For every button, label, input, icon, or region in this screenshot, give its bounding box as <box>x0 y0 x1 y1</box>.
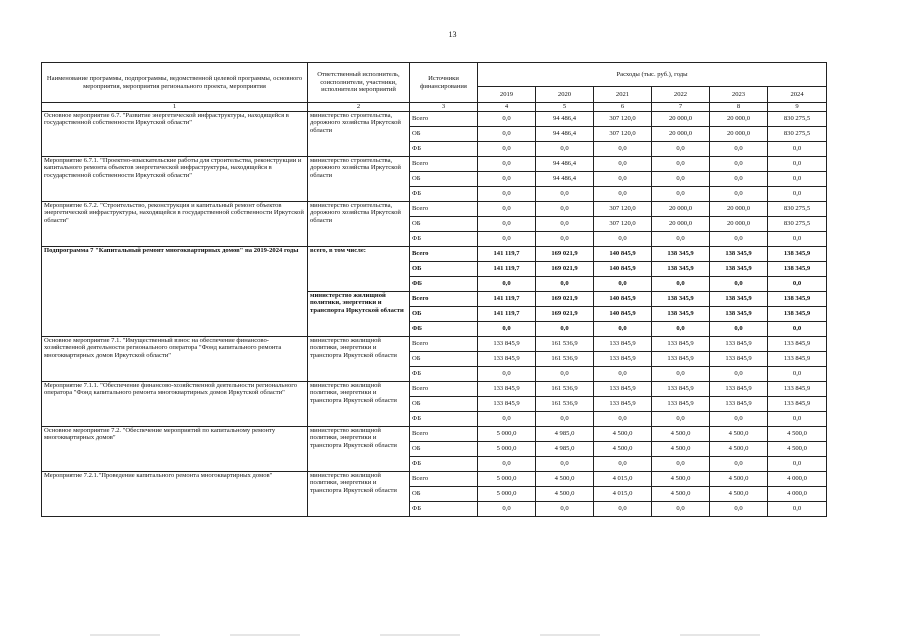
amount-cell: 138 345,9 <box>710 307 768 322</box>
amount-cell: 133 845,9 <box>594 397 652 412</box>
funding-source-cell: ФБ <box>410 457 478 472</box>
column-index: 3 <box>410 103 478 112</box>
amount-cell: 0,0 <box>768 502 827 517</box>
amount-cell: 4 985,0 <box>536 427 594 442</box>
amount-cell: 830 275,5 <box>768 217 827 232</box>
amount-cell: 169 021,9 <box>536 292 594 307</box>
amount-cell: 0,0 <box>768 322 827 337</box>
amount-cell: 830 275,5 <box>768 112 827 127</box>
header-executor-column: Ответственный исполнитель, соисполнители, участники, исполнители мероприятий <box>308 63 410 103</box>
table-row <box>42 337 827 352</box>
funding-source-cell: ОБ <box>410 352 478 367</box>
header-expenses: Расходы (тыс. руб.), годы <box>478 63 827 87</box>
amount-cell: 4 500,0 <box>536 472 594 487</box>
amount-cell: 94 486,4 <box>536 127 594 142</box>
amount-cell: 0,0 <box>652 502 710 517</box>
page-number: 13 <box>448 30 457 39</box>
amount-cell: 4 500,0 <box>710 472 768 487</box>
amount-cell: 0,0 <box>478 232 536 247</box>
amount-cell: 5 000,0 <box>478 487 536 502</box>
funding-source-cell: ФБ <box>410 142 478 157</box>
amount-cell: 140 845,9 <box>594 307 652 322</box>
amount-cell: 138 345,9 <box>652 292 710 307</box>
amount-cell: 0,0 <box>652 322 710 337</box>
amount-cell: 0,0 <box>710 502 768 517</box>
amount-cell: 4 015,0 <box>594 472 652 487</box>
amount-cell: 133 845,9 <box>594 382 652 397</box>
funding-source-cell: ФБ <box>410 232 478 247</box>
column-index: 8 <box>710 103 768 112</box>
amount-cell: 4 985,0 <box>536 442 594 457</box>
amount-cell: 161 536,9 <box>536 352 594 367</box>
amount-cell: 830 275,5 <box>768 202 827 217</box>
amount-cell: 133 845,9 <box>652 352 710 367</box>
header-year: 2020 <box>536 87 594 103</box>
amount-cell: 5 000,0 <box>478 442 536 457</box>
amount-cell: 4 500,0 <box>710 442 768 457</box>
amount-cell: 307 120,0 <box>594 217 652 232</box>
item-name-cell: Мероприятие 7.2.1."Проведение капитального ремонта многоквартирных домов" <box>42 472 308 517</box>
amount-cell: 0,0 <box>768 367 827 382</box>
funding-source-cell: ОБ <box>410 487 478 502</box>
amount-cell: 0,0 <box>710 412 768 427</box>
amount-cell: 0,0 <box>594 322 652 337</box>
amount-cell: 20 000,0 <box>710 217 768 232</box>
amount-cell: 0,0 <box>478 172 536 187</box>
amount-cell: 4 500,0 <box>652 472 710 487</box>
amount-cell: 133 845,9 <box>768 337 827 352</box>
amount-cell: 0,0 <box>536 277 594 292</box>
amount-cell: 133 845,9 <box>768 397 827 412</box>
amount-cell: 4 500,0 <box>594 442 652 457</box>
item-name-cell: Основное мероприятие 7.2. "Обеспечение мероприятий по капитальному ремонту многоквартирных домов" <box>42 427 308 472</box>
funding-source-cell: ОБ <box>410 262 478 277</box>
amount-cell: 0,0 <box>710 157 768 172</box>
column-index: 9 <box>768 103 827 112</box>
amount-cell: 94 486,4 <box>536 172 594 187</box>
amount-cell: 0,0 <box>478 322 536 337</box>
amount-cell: 161 536,9 <box>536 337 594 352</box>
amount-cell: 20 000,0 <box>652 127 710 142</box>
amount-cell: 141 119,7 <box>478 247 536 262</box>
amount-cell: 0,0 <box>768 157 827 172</box>
amount-cell: 138 345,9 <box>768 292 827 307</box>
amount-cell: 4 500,0 <box>536 487 594 502</box>
funding-source-cell: ФБ <box>410 502 478 517</box>
table-row <box>42 157 827 172</box>
executor-cell: всего, в том числе: <box>308 247 410 292</box>
amount-cell: 0,0 <box>710 142 768 157</box>
amount-cell: 0,0 <box>594 502 652 517</box>
amount-cell: 133 845,9 <box>478 352 536 367</box>
amount-cell: 0,0 <box>652 172 710 187</box>
amount-cell: 138 345,9 <box>710 292 768 307</box>
executor-cell: министерство строительства, дорожного хозяйства Иркутской области <box>308 202 410 247</box>
amount-cell: 0,0 <box>652 457 710 472</box>
funding-source-cell: ФБ <box>410 367 478 382</box>
amount-cell: 0,0 <box>594 157 652 172</box>
amount-cell: 0,0 <box>478 367 536 382</box>
amount-cell: 4 015,0 <box>594 487 652 502</box>
funding-source-cell: ФБ <box>410 187 478 202</box>
amount-cell: 133 845,9 <box>652 337 710 352</box>
scan-footer-marks <box>0 630 905 640</box>
amount-cell: 4 500,0 <box>652 487 710 502</box>
amount-cell: 140 845,9 <box>594 262 652 277</box>
amount-cell: 20 000,0 <box>710 202 768 217</box>
amount-cell: 133 845,9 <box>478 337 536 352</box>
amount-cell: 133 845,9 <box>710 397 768 412</box>
amount-cell: 0,0 <box>768 187 827 202</box>
amount-cell: 4 500,0 <box>594 427 652 442</box>
funding-source-cell: Всего <box>410 112 478 127</box>
funding-source-cell: ФБ <box>410 322 478 337</box>
funding-source-cell: Всего <box>410 472 478 487</box>
amount-cell: 0,0 <box>478 127 536 142</box>
funding-source-cell: Всего <box>410 337 478 352</box>
amount-cell: 0,0 <box>478 457 536 472</box>
amount-cell: 0,0 <box>652 412 710 427</box>
amount-cell: 4 500,0 <box>710 427 768 442</box>
column-index: 6 <box>594 103 652 112</box>
column-index: 7 <box>652 103 710 112</box>
amount-cell: 0,0 <box>652 187 710 202</box>
amount-cell: 4 500,0 <box>652 427 710 442</box>
amount-cell: 138 345,9 <box>768 307 827 322</box>
amount-cell: 20 000,0 <box>652 217 710 232</box>
amount-cell: 0,0 <box>768 457 827 472</box>
column-index: 5 <box>536 103 594 112</box>
funding-source-cell: ОБ <box>410 217 478 232</box>
amount-cell: 133 845,9 <box>710 382 768 397</box>
table-row <box>42 472 827 487</box>
column-index: 1 <box>42 103 308 112</box>
amount-cell: 0,0 <box>594 367 652 382</box>
amount-cell: 0,0 <box>536 457 594 472</box>
amount-cell: 0,0 <box>478 112 536 127</box>
amount-cell: 0,0 <box>536 142 594 157</box>
table-row <box>42 112 827 127</box>
amount-cell: 0,0 <box>652 232 710 247</box>
amount-cell: 20 000,0 <box>710 112 768 127</box>
amount-cell: 169 021,9 <box>536 262 594 277</box>
amount-cell: 138 345,9 <box>652 247 710 262</box>
item-name-cell: Мероприятие 6.7.1. "Проектно-изыскательские работы для строительства, реконструкции и капитального ремонта объектов энергетической инфраструктуры, находящейся в государственной собственности Иркутской области" <box>42 157 308 202</box>
amount-cell: 4 000,0 <box>768 487 827 502</box>
funding-source-cell: ОБ <box>410 307 478 322</box>
funding-source-cell: ОБ <box>410 127 478 142</box>
executor-cell: министерство жилищной политики, энергетики и транспорта Иркутской области <box>308 472 410 517</box>
amount-cell: 20 000,0 <box>652 112 710 127</box>
amount-cell: 138 345,9 <box>710 262 768 277</box>
amount-cell: 133 845,9 <box>768 352 827 367</box>
header-year: 2021 <box>594 87 652 103</box>
amount-cell: 138 345,9 <box>710 247 768 262</box>
amount-cell: 0,0 <box>710 367 768 382</box>
amount-cell: 307 120,0 <box>594 112 652 127</box>
funding-source-cell: Всего <box>410 157 478 172</box>
item-name-cell: Основное мероприятие 7.1. "Имущественный взнос на обеспечение финансово-хозяйственной деятельности регионального оператора "Фонд капитального ремонта многоквартирных домов Иркутской области" <box>42 337 308 382</box>
executor-cell: министерство жилищной политики, энергетики и транспорта Иркутской области <box>308 427 410 472</box>
table-row <box>42 247 827 262</box>
item-name-cell: Основное мероприятие 6.7. "Развитие энергетической инфраструктуры, находящейся в государственной собственности Иркутской области" <box>42 112 308 157</box>
amount-cell: 0,0 <box>768 142 827 157</box>
amount-cell: 20 000,0 <box>710 127 768 142</box>
funding-source-cell: ОБ <box>410 442 478 457</box>
funding-source-cell: Всего <box>410 247 478 262</box>
amount-cell: 20 000,0 <box>652 202 710 217</box>
amount-cell: 4 000,0 <box>768 472 827 487</box>
amount-cell: 0,0 <box>710 457 768 472</box>
amount-cell: 141 119,7 <box>478 292 536 307</box>
amount-cell: 0,0 <box>652 277 710 292</box>
amount-cell: 140 845,9 <box>594 292 652 307</box>
amount-cell: 133 845,9 <box>594 337 652 352</box>
amount-cell: 0,0 <box>478 412 536 427</box>
amount-cell: 133 845,9 <box>710 337 768 352</box>
funding-source-cell: Всего <box>410 382 478 397</box>
amount-cell: 0,0 <box>536 367 594 382</box>
table-row <box>42 382 827 397</box>
funding-source-cell: ОБ <box>410 397 478 412</box>
amount-cell: 0,0 <box>478 502 536 517</box>
amount-cell: 138 345,9 <box>768 247 827 262</box>
amount-cell: 0,0 <box>478 277 536 292</box>
amount-cell: 161 536,9 <box>536 382 594 397</box>
amount-cell: 133 845,9 <box>478 382 536 397</box>
amount-cell: 0,0 <box>478 142 536 157</box>
amount-cell: 0,0 <box>768 232 827 247</box>
funding-source-cell: Всего <box>410 427 478 442</box>
amount-cell: 141 119,7 <box>478 307 536 322</box>
executor-cell: министерство жилищной политики, энергетики и транспорта Иркутской области <box>308 382 410 427</box>
amount-cell: 0,0 <box>594 187 652 202</box>
header-year: 2022 <box>652 87 710 103</box>
amount-cell: 0,0 <box>478 217 536 232</box>
expenditure-table <box>41 62 827 517</box>
amount-cell: 138 345,9 <box>768 262 827 277</box>
header-name-column: Наименование программы, подпрограммы, ведомственной целевой программы, основного мероприятия, мероприятия регионального проекта, мероприятия <box>42 63 308 103</box>
funding-source-cell: ФБ <box>410 277 478 292</box>
amount-cell: 0,0 <box>536 232 594 247</box>
column-index: 4 <box>478 103 536 112</box>
funding-source-cell: ОБ <box>410 172 478 187</box>
amount-cell: 0,0 <box>594 172 652 187</box>
amount-cell: 169 021,9 <box>536 247 594 262</box>
executor-cell: министерство жилищной политики, энергетики и транспорта Иркутской области <box>308 337 410 382</box>
amount-cell: 0,0 <box>478 202 536 217</box>
amount-cell: 0,0 <box>536 412 594 427</box>
amount-cell: 5 000,0 <box>478 472 536 487</box>
amount-cell: 0,0 <box>594 457 652 472</box>
item-name-cell: Мероприятие 6.7.2. "Строительство, реконструкция и капитальный ремонт объектов энергетической инфраструктуры, находящейся в государственной собственности Иркутской области" <box>42 202 308 247</box>
amount-cell: 133 845,9 <box>478 397 536 412</box>
amount-cell: 133 845,9 <box>768 382 827 397</box>
header-year: 2023 <box>710 87 768 103</box>
amount-cell: 133 845,9 <box>652 382 710 397</box>
table-row <box>42 427 827 442</box>
amount-cell: 141 119,7 <box>478 262 536 277</box>
amount-cell: 0,0 <box>652 142 710 157</box>
amount-cell: 0,0 <box>652 367 710 382</box>
amount-cell: 0,0 <box>594 232 652 247</box>
amount-cell: 0,0 <box>478 187 536 202</box>
header-source-column: Источники финансирования <box>410 63 478 103</box>
funding-source-cell: Всего <box>410 292 478 307</box>
amount-cell: 94 486,4 <box>536 157 594 172</box>
amount-cell: 4 500,0 <box>768 442 827 457</box>
amount-cell: 0,0 <box>768 172 827 187</box>
amount-cell: 830 275,5 <box>768 127 827 142</box>
amount-cell: 161 536,9 <box>536 397 594 412</box>
amount-cell: 0,0 <box>710 187 768 202</box>
amount-cell: 0,0 <box>536 322 594 337</box>
funding-source-cell: Всего <box>410 202 478 217</box>
amount-cell: 133 845,9 <box>594 352 652 367</box>
amount-cell: 0,0 <box>710 172 768 187</box>
amount-cell: 0,0 <box>768 277 827 292</box>
amount-cell: 4 500,0 <box>710 487 768 502</box>
amount-cell: 0,0 <box>478 157 536 172</box>
amount-cell: 169 021,9 <box>536 307 594 322</box>
item-name-cell: Мероприятие 7.1.1. "Обеспечение финансово-хозяйственной деятельности регионального оператора "Фонд капитального ремонта многоквартирных домов Иркутской области" <box>42 382 308 427</box>
amount-cell: 0,0 <box>594 277 652 292</box>
header-year: 2024 <box>768 87 827 103</box>
amount-cell: 0,0 <box>536 187 594 202</box>
amount-cell: 138 345,9 <box>652 307 710 322</box>
amount-cell: 0,0 <box>536 217 594 232</box>
amount-cell: 4 500,0 <box>768 427 827 442</box>
amount-cell: 0,0 <box>768 412 827 427</box>
amount-cell: 0,0 <box>536 202 594 217</box>
funding-source-cell: ФБ <box>410 412 478 427</box>
amount-cell: 138 345,9 <box>652 262 710 277</box>
amount-cell: 307 120,0 <box>594 127 652 142</box>
amount-cell: 133 845,9 <box>652 397 710 412</box>
amount-cell: 0,0 <box>652 157 710 172</box>
amount-cell: 4 500,0 <box>652 442 710 457</box>
amount-cell: 94 486,4 <box>536 112 594 127</box>
amount-cell: 0,0 <box>710 232 768 247</box>
amount-cell: 307 120,0 <box>594 202 652 217</box>
column-index: 2 <box>308 103 410 112</box>
amount-cell: 0,0 <box>536 502 594 517</box>
amount-cell: 0,0 <box>710 322 768 337</box>
amount-cell: 140 845,9 <box>594 247 652 262</box>
amount-cell: 5 000,0 <box>478 427 536 442</box>
header-year: 2019 <box>478 87 536 103</box>
amount-cell: 133 845,9 <box>710 352 768 367</box>
executor-cell: министерство строительства, дорожного хозяйства Иркутской области <box>308 112 410 157</box>
executor-cell: министерство строительства, дорожного хозяйства Иркутской области <box>308 157 410 202</box>
amount-cell: 0,0 <box>594 142 652 157</box>
table-row <box>42 202 827 217</box>
amount-cell: 0,0 <box>594 412 652 427</box>
executor-cell: министерство жилищной политики, энергетики и транспорта Иркутской области <box>308 292 410 337</box>
amount-cell: 0,0 <box>710 277 768 292</box>
table-body <box>42 112 827 517</box>
item-name-cell: Подпрограмма 7 "Капитальный ремонт многоквартирных домов" на 2019-2024 годы <box>42 247 308 337</box>
